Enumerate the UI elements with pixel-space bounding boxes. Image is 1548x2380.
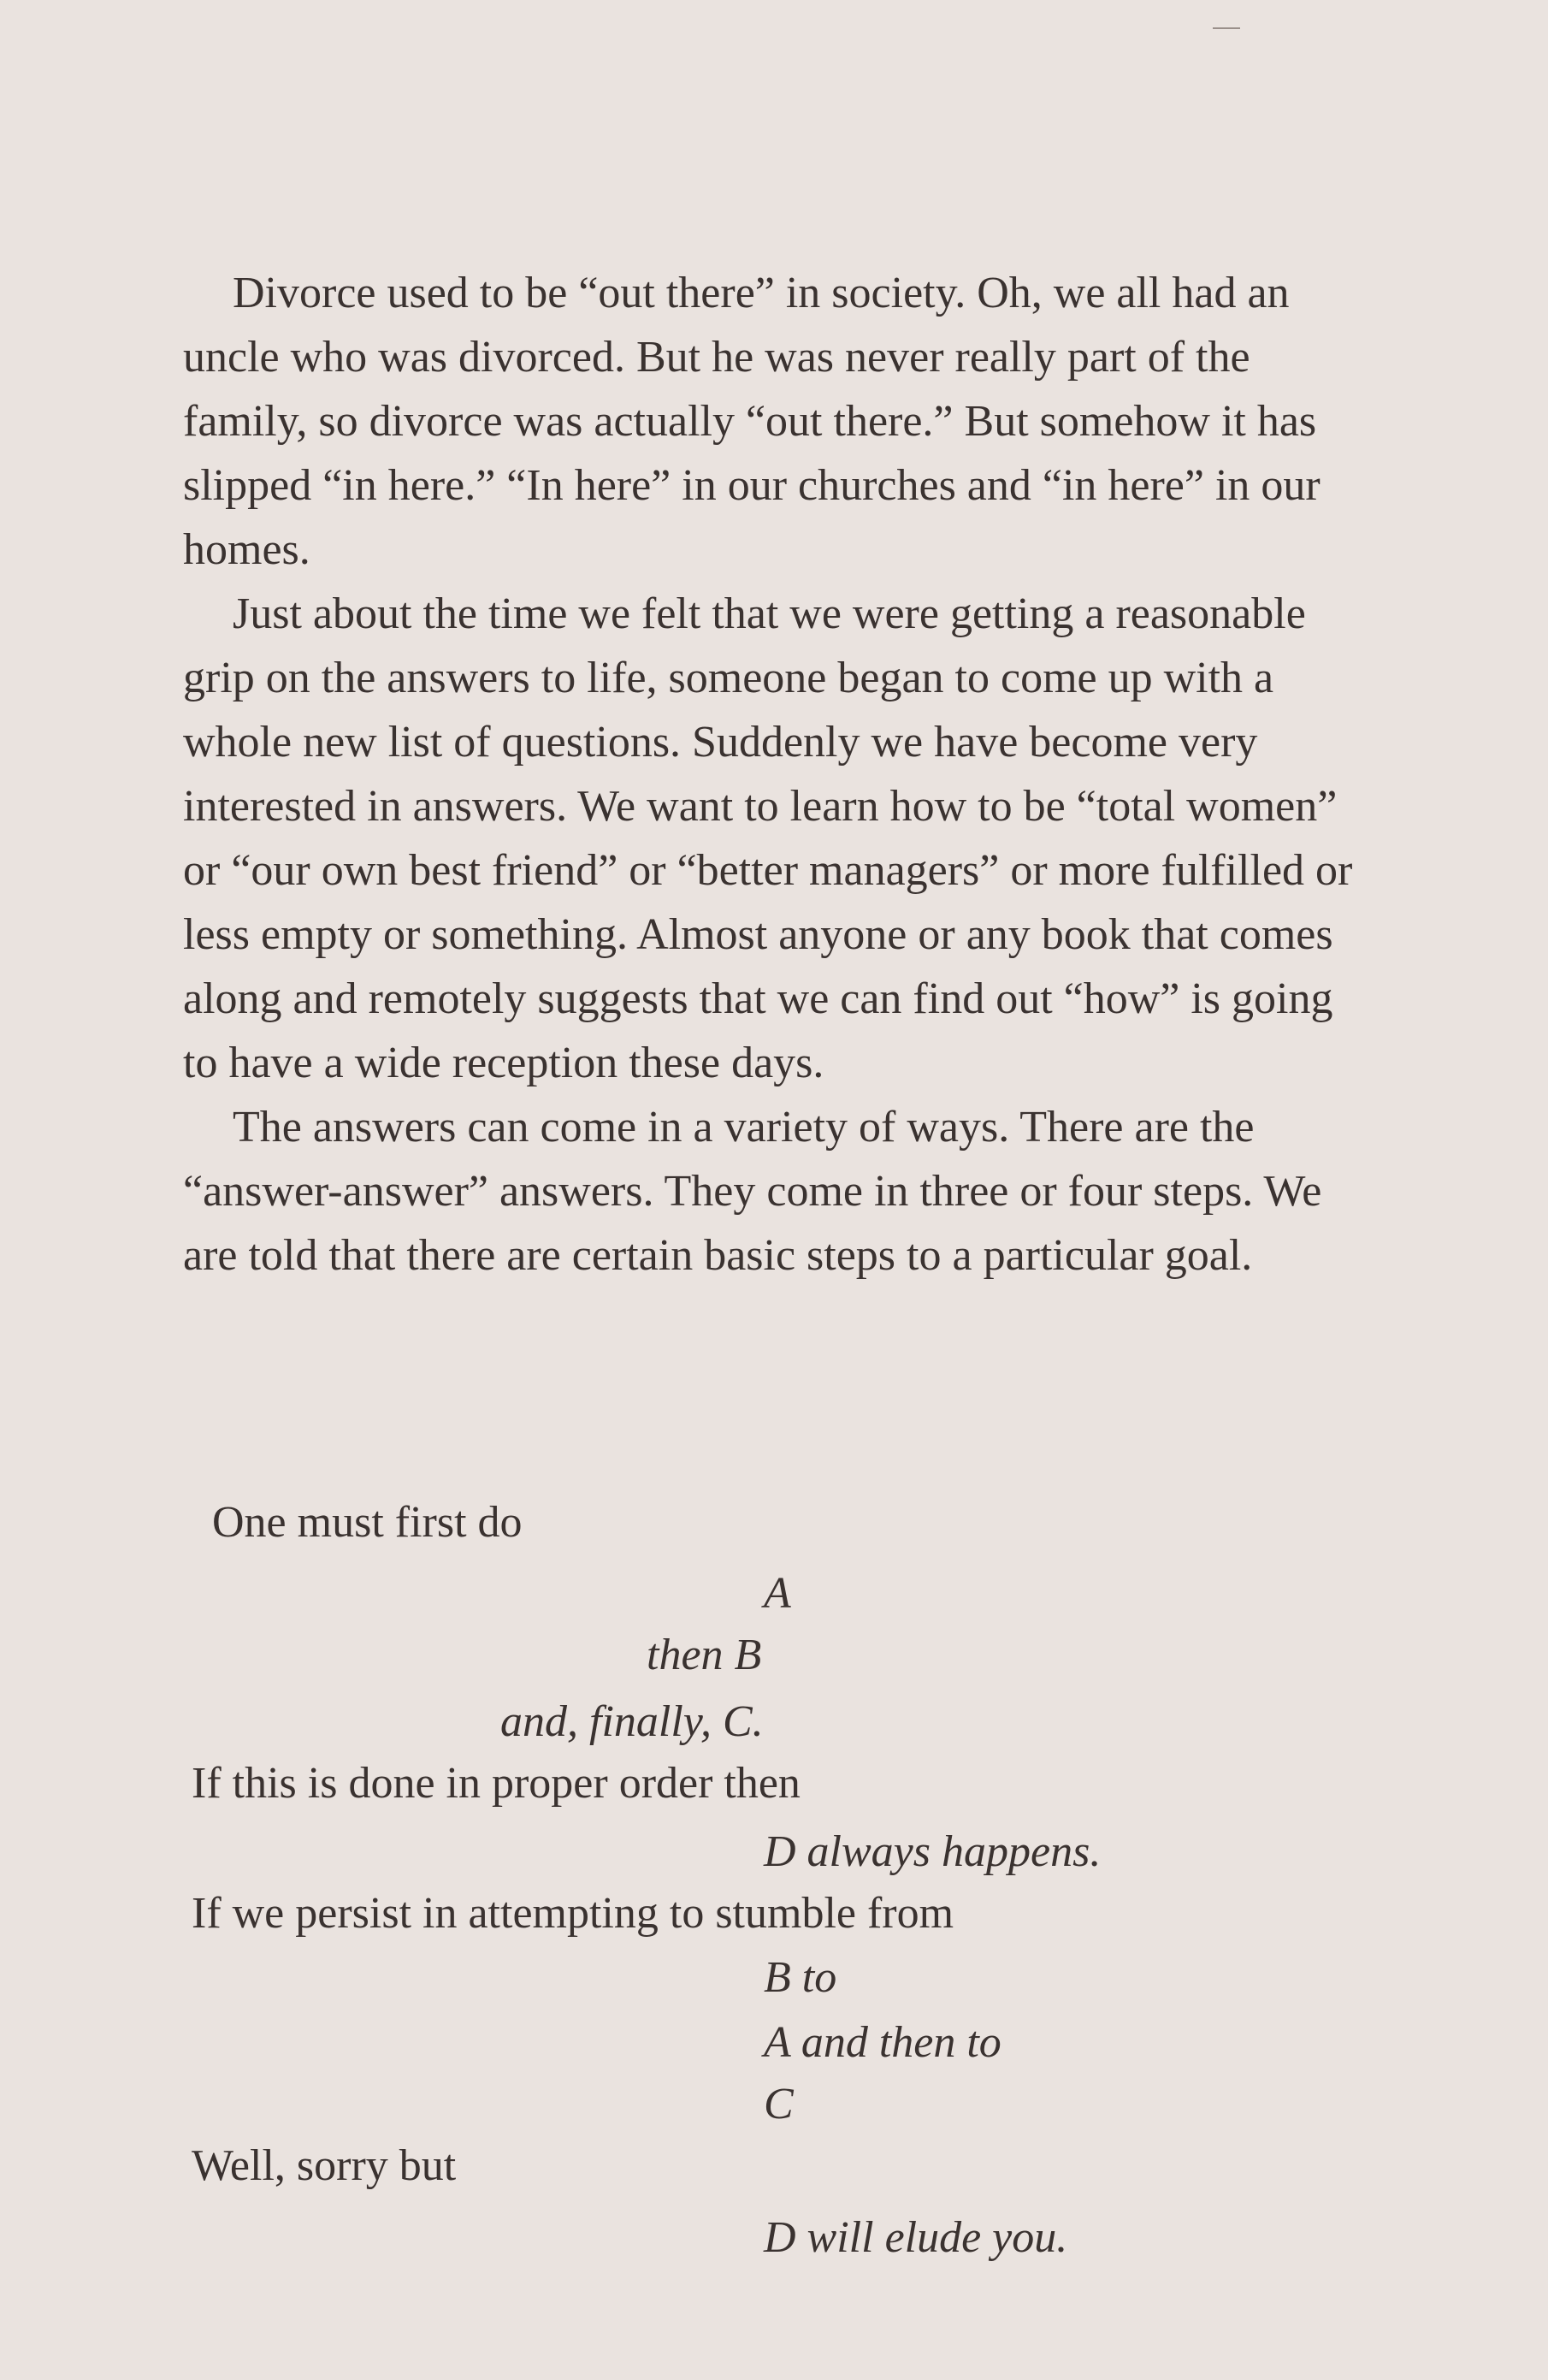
formula-elude: D will elude you.	[764, 2213, 1068, 2262]
formula-wrong-order-1: B to	[764, 1953, 837, 2002]
formula-step-c: and, finally, C.	[500, 1697, 764, 1746]
paragraph-variety-of-ways: The answers can come in a variety of ways. There are the “answer-answer” answers. They come in three or four steps. We are told that there are certain basic steps to a particular goal.	[183, 1103, 1322, 1280]
formula-result: D always happens.	[764, 1827, 1102, 1876]
body-text	[183, 261, 1363, 1288]
formula-step-a: A	[764, 1569, 791, 1618]
formula-persist: If we persist in attempting to stumble from	[192, 1889, 954, 1938]
formula-sorry: Well, sorry but	[192, 2141, 457, 2190]
formula-condition: If this is done in proper order then	[192, 1759, 801, 1808]
formula-wrong-order-3: C	[764, 2080, 794, 2128]
formula-wrong-order-2: A and then to	[764, 2018, 1001, 2067]
paragraph-divorce: Divorce used to be “out there” in society. Oh, we all had an uncle who was divorced. But he was never really part of the family, so divorce was actually “out there.” But somehow it has slipped “in here.” “In here” in our churches and “in here” in our homes.	[183, 269, 1321, 574]
page-edge-mark	[1213, 27, 1240, 29]
paragraph-answers-to-life: Just about the time we felt that we were getting a reasonable grip on the answers to life, someone began to come up with a whole new list of questions. Suddenly we have become very interested in answers. We want to learn how to be “total women” or “our own best friend” or “better managers” or more fulfilled or less empty or something. Almost anyone or any book that comes along and remotely suggests that we can find out “how” is going to have a wide reception these days.	[183, 589, 1353, 1087]
formula-intro: One must first do	[212, 1498, 523, 1547]
formula-step-b: then B	[647, 1631, 762, 1679]
